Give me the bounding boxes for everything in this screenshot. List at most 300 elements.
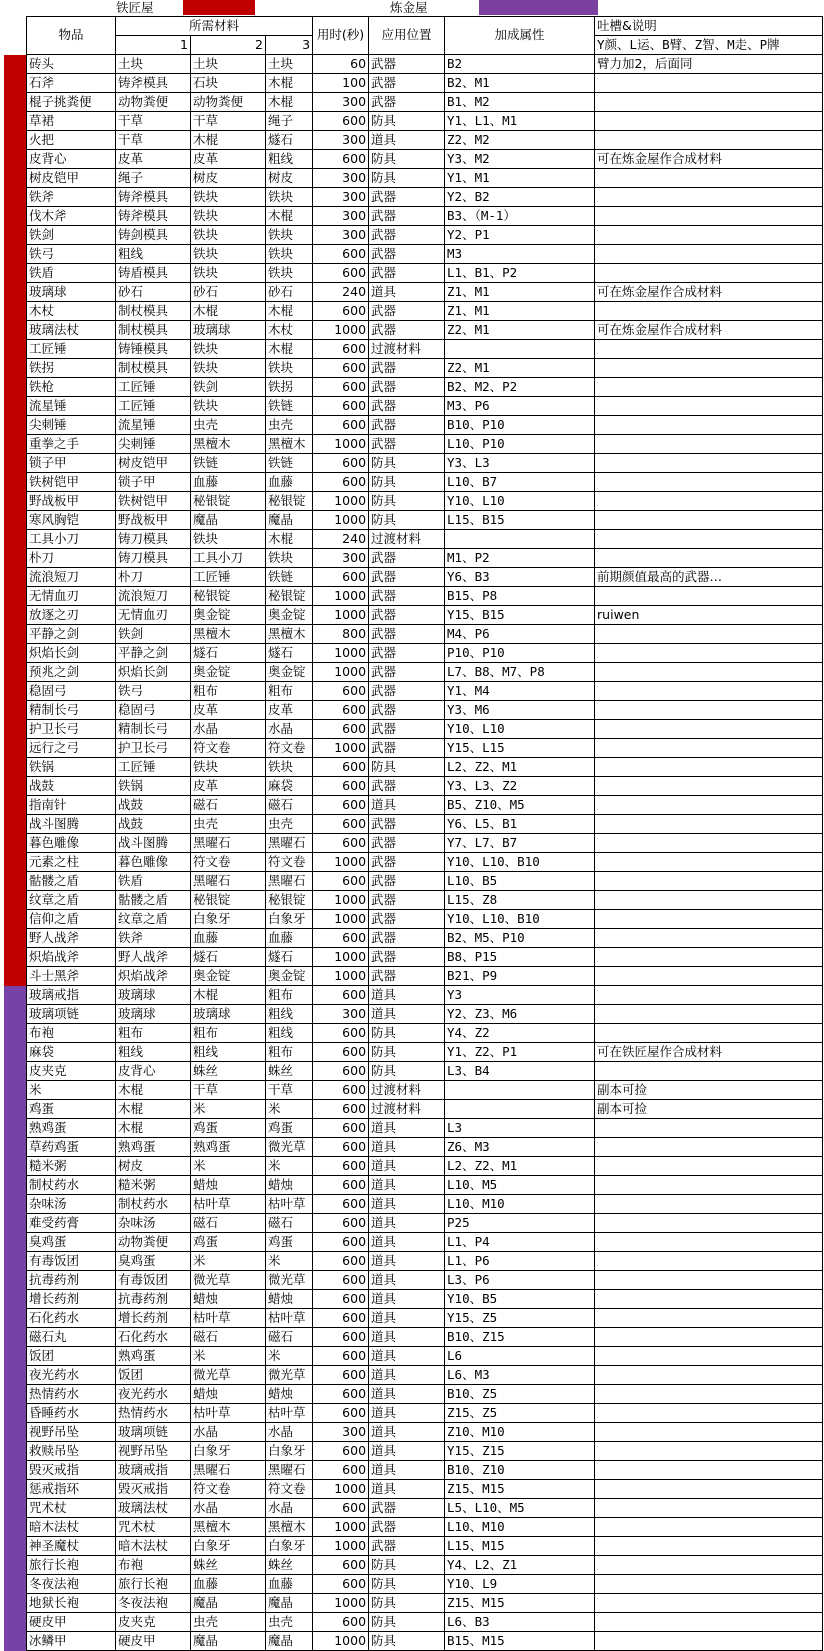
item-name-cell[interactable]: 冬夜法袍 <box>27 1575 116 1594</box>
note-cell[interactable] <box>595 226 823 245</box>
note-cell[interactable] <box>595 530 823 549</box>
material-2-cell[interactable]: 鸡蛋 <box>191 1119 266 1138</box>
usage-slot-cell[interactable]: 防具 <box>369 112 445 131</box>
usage-slot-cell[interactable]: 过渡材料 <box>369 530 445 549</box>
material-2-cell[interactable]: 铁链 <box>191 454 266 473</box>
usage-slot-cell[interactable]: 防具 <box>369 1024 445 1043</box>
table-row[interactable] <box>27 1347 823 1366</box>
bonus-attribute-cell[interactable]: B2、M1 <box>445 74 595 93</box>
bonus-attribute-cell[interactable]: Z2、M1 <box>445 359 595 378</box>
table-row[interactable] <box>27 967 823 986</box>
bonus-attribute-cell[interactable]: B8、P15 <box>445 948 595 967</box>
material-3-cell[interactable]: 魔晶 <box>266 1632 313 1651</box>
craft-time-cell[interactable]: 600 <box>313 1271 369 1290</box>
craft-time-cell[interactable]: 300 <box>313 169 369 188</box>
craft-time-cell[interactable]: 600 <box>313 1024 369 1043</box>
note-cell[interactable] <box>595 1233 823 1252</box>
table-row[interactable] <box>27 1138 823 1157</box>
table-row[interactable] <box>27 644 823 663</box>
material-1-cell[interactable]: 熟鸡蛋 <box>116 1138 191 1157</box>
material-3-cell[interactable]: 铁块 <box>266 758 313 777</box>
usage-slot-cell[interactable]: 武器 <box>369 359 445 378</box>
material-2-cell[interactable]: 黑曜石 <box>191 834 266 853</box>
table-row[interactable] <box>27 1461 823 1480</box>
bonus-attribute-cell[interactable]: Y10、L10 <box>445 492 595 511</box>
item-name-cell[interactable]: 铁枪 <box>27 378 116 397</box>
table-row[interactable] <box>27 777 823 796</box>
material-2-cell[interactable]: 石块 <box>191 74 266 93</box>
item-name-cell[interactable]: 锁子甲 <box>27 454 116 473</box>
note-cell[interactable] <box>595 682 823 701</box>
note-cell[interactable] <box>595 169 823 188</box>
craft-time-cell[interactable]: 1000 <box>313 1537 369 1556</box>
bonus-attribute-cell[interactable]: Z15、Z5 <box>445 1404 595 1423</box>
material-2-cell[interactable]: 水晶 <box>191 1499 266 1518</box>
bonus-attribute-cell[interactable]: L10、B7 <box>445 473 595 492</box>
material-3-cell[interactable]: 水晶 <box>266 720 313 739</box>
craft-time-cell[interactable]: 60 <box>313 55 369 74</box>
note-cell[interactable] <box>595 625 823 644</box>
usage-slot-cell[interactable]: 道具 <box>369 1176 445 1195</box>
usage-slot-cell[interactable]: 武器 <box>369 435 445 454</box>
note-cell[interactable] <box>595 1594 823 1613</box>
note-cell[interactable]: 可在铁匠屋作合成材料 <box>595 1043 823 1062</box>
bonus-attribute-cell[interactable]: L3、B4 <box>445 1062 595 1081</box>
item-name-cell[interactable]: 骷髅之盾 <box>27 872 116 891</box>
table-row[interactable] <box>27 1366 823 1385</box>
bonus-attribute-cell[interactable]: Y3 <box>445 986 595 1005</box>
usage-slot-cell[interactable]: 武器 <box>369 1518 445 1537</box>
table-row[interactable] <box>27 207 823 226</box>
table-row[interactable] <box>27 796 823 815</box>
material-2-cell[interactable]: 魔晶 <box>191 1632 266 1651</box>
table-row[interactable] <box>27 1309 823 1328</box>
material-3-cell[interactable]: 铁块 <box>266 226 313 245</box>
note-cell[interactable] <box>595 1005 823 1024</box>
material-2-cell[interactable]: 枯叶草 <box>191 1309 266 1328</box>
material-2-cell[interactable]: 粗布 <box>191 682 266 701</box>
table-row[interactable] <box>27 1271 823 1290</box>
table-row[interactable] <box>27 1157 823 1176</box>
material-1-cell[interactable]: 战斗图腾 <box>116 834 191 853</box>
craft-time-cell[interactable]: 1000 <box>313 606 369 625</box>
material-3-cell[interactable]: 土块 <box>266 55 313 74</box>
bonus-attribute-cell[interactable]: L10、M10 <box>445 1195 595 1214</box>
material-1-cell[interactable]: 粗布 <box>116 1024 191 1043</box>
craft-time-cell[interactable]: 600 <box>313 1138 369 1157</box>
material-1-cell[interactable]: 砂石 <box>116 283 191 302</box>
item-name-cell[interactable]: 热情药水 <box>27 1385 116 1404</box>
material-1-cell[interactable]: 无情血刃 <box>116 606 191 625</box>
material-3-cell[interactable]: 鸡蛋 <box>266 1233 313 1252</box>
material-3-cell[interactable]: 蛛丝 <box>266 1556 313 1575</box>
note-cell[interactable] <box>595 1613 823 1632</box>
bonus-attribute-cell[interactable]: Y10、L9 <box>445 1575 595 1594</box>
table-row[interactable] <box>27 321 823 340</box>
bonus-attribute-cell[interactable]: P10、P10 <box>445 644 595 663</box>
bonus-attribute-cell[interactable]: L1、P4 <box>445 1233 595 1252</box>
material-2-cell[interactable]: 玻璃球 <box>191 1005 266 1024</box>
material-2-cell[interactable]: 米 <box>191 1100 266 1119</box>
note-cell[interactable] <box>595 910 823 929</box>
usage-slot-cell[interactable]: 武器 <box>369 264 445 283</box>
table-row[interactable] <box>27 1024 823 1043</box>
material-3-cell[interactable]: 铁拐 <box>266 378 313 397</box>
material-3-cell[interactable]: 秘银锭 <box>266 492 313 511</box>
table-row[interactable] <box>27 1005 823 1024</box>
craft-time-cell[interactable]: 1000 <box>313 853 369 872</box>
note-cell[interactable]: 前期颜值最高的武器… <box>595 568 823 587</box>
item-name-cell[interactable]: 有毒饭团 <box>27 1252 116 1271</box>
material-1-cell[interactable]: 糙米粥 <box>116 1176 191 1195</box>
craft-time-cell[interactable]: 600 <box>313 112 369 131</box>
usage-slot-cell[interactable]: 武器 <box>369 207 445 226</box>
bonus-attribute-cell[interactable]: B3、（M-1） <box>445 207 595 226</box>
bonus-attribute-cell[interactable]: B1、M2 <box>445 93 595 112</box>
usage-slot-cell[interactable]: 防具 <box>369 1632 445 1651</box>
note-cell[interactable] <box>595 1214 823 1233</box>
material-1-cell[interactable]: 暗木法杖 <box>116 1537 191 1556</box>
material-3-cell[interactable]: 皮革 <box>266 701 313 720</box>
craft-time-cell[interactable]: 600 <box>313 397 369 416</box>
material-2-cell[interactable]: 虫壳 <box>191 416 266 435</box>
usage-slot-cell[interactable]: 道具 <box>369 1119 445 1138</box>
note-cell[interactable] <box>595 872 823 891</box>
item-name-cell[interactable]: 战鼓 <box>27 777 116 796</box>
material-3-cell[interactable]: 奥金锭 <box>266 663 313 682</box>
bonus-attribute-cell[interactable]: L10、M10 <box>445 1518 595 1537</box>
note-cell[interactable]: 副本可捡 <box>595 1081 823 1100</box>
material-1-cell[interactable]: 冬夜法袍 <box>116 1594 191 1613</box>
craft-time-cell[interactable]: 600 <box>313 359 369 378</box>
usage-slot-cell[interactable]: 道具 <box>369 796 445 815</box>
craft-time-cell[interactable]: 600 <box>313 1195 369 1214</box>
item-name-cell[interactable]: 臭鸡蛋 <box>27 1233 116 1252</box>
note-cell[interactable]: 可在炼金屋作合成材料 <box>595 283 823 302</box>
material-3-cell[interactable]: 血藤 <box>266 929 313 948</box>
material-2-cell[interactable]: 符文卷 <box>191 853 266 872</box>
table-row[interactable] <box>27 264 823 283</box>
table-row[interactable] <box>27 226 823 245</box>
material-1-cell[interactable]: 精制长弓 <box>116 720 191 739</box>
material-1-cell[interactable]: 炽焰长剑 <box>116 663 191 682</box>
note-cell[interactable]: 可在炼金屋作合成材料 <box>595 150 823 169</box>
note-cell[interactable] <box>595 796 823 815</box>
bonus-attribute-cell[interactable]: Z2、M2 <box>445 131 595 150</box>
material-3-cell[interactable]: 铁链 <box>266 568 313 587</box>
item-name-cell[interactable]: 棍子挑粪便 <box>27 93 116 112</box>
material-1-cell[interactable]: 增长药剂 <box>116 1309 191 1328</box>
material-2-cell[interactable]: 枯叶草 <box>191 1195 266 1214</box>
table-row[interactable] <box>27 1119 823 1138</box>
bonus-attribute-cell[interactable]: L7、B8、M7、P8 <box>445 663 595 682</box>
material-3-cell[interactable]: 黑檀木 <box>266 435 313 454</box>
table-row[interactable] <box>27 530 823 549</box>
material-3-cell[interactable]: 粗线 <box>266 1005 313 1024</box>
material-2-cell[interactable]: 黑曜石 <box>191 1461 266 1480</box>
material-1-cell[interactable]: 玻璃项链 <box>116 1423 191 1442</box>
note-cell[interactable] <box>595 435 823 454</box>
usage-slot-cell[interactable]: 道具 <box>369 1404 445 1423</box>
material-1-cell[interactable]: 皮背心 <box>116 1062 191 1081</box>
table-row[interactable] <box>27 1594 823 1613</box>
note-cell[interactable] <box>595 397 823 416</box>
material-3-cell[interactable]: 魔晶 <box>266 1594 313 1613</box>
note-cell[interactable] <box>595 1385 823 1404</box>
item-name-cell[interactable]: 神圣魔杖 <box>27 1537 116 1556</box>
material-2-cell[interactable]: 干草 <box>191 1081 266 1100</box>
item-name-cell[interactable]: 尖刺锤 <box>27 416 116 435</box>
material-2-cell[interactable]: 铁块 <box>191 188 266 207</box>
item-name-cell[interactable]: 流浪短刀 <box>27 568 116 587</box>
material-2-cell[interactable]: 符文卷 <box>191 739 266 758</box>
item-name-cell[interactable]: 铁拐 <box>27 359 116 378</box>
material-1-cell[interactable]: 咒术杖 <box>116 1518 191 1537</box>
bonus-attribute-cell[interactable]: L3、P6 <box>445 1271 595 1290</box>
bonus-attribute-cell[interactable]: B5、Z10、M5 <box>445 796 595 815</box>
table-row[interactable] <box>27 720 823 739</box>
item-name-cell[interactable]: 伐木斧 <box>27 207 116 226</box>
material-2-cell[interactable]: 奥金锭 <box>191 967 266 986</box>
material-1-cell[interactable]: 铸刀模具 <box>116 549 191 568</box>
craft-time-cell[interactable]: 600 <box>313 682 369 701</box>
material-1-cell[interactable]: 铸锤模具 <box>116 340 191 359</box>
usage-slot-cell[interactable]: 武器 <box>369 1537 445 1556</box>
table-row[interactable] <box>27 93 823 112</box>
craft-time-cell[interactable]: 600 <box>313 872 369 891</box>
material-3-cell[interactable]: 木棍 <box>266 302 313 321</box>
bonus-attribute-cell[interactable]: M3 <box>445 245 595 264</box>
bonus-attribute-cell[interactable]: Y3、M2 <box>445 150 595 169</box>
note-cell[interactable] <box>595 131 823 150</box>
material-1-cell[interactable]: 骷髅之盾 <box>116 891 191 910</box>
material-1-cell[interactable]: 铁剑 <box>116 625 191 644</box>
material-1-cell[interactable]: 杂味汤 <box>116 1214 191 1233</box>
bonus-attribute-cell[interactable]: M4、P6 <box>445 625 595 644</box>
material-3-cell[interactable]: 蛛丝 <box>266 1062 313 1081</box>
bonus-attribute-cell[interactable]: Y2、B2 <box>445 188 595 207</box>
table-row[interactable] <box>27 492 823 511</box>
usage-slot-cell[interactable]: 武器 <box>369 188 445 207</box>
material-3-cell[interactable]: 黑檀木 <box>266 1518 313 1537</box>
material-2-cell[interactable]: 白象牙 <box>191 1537 266 1556</box>
craft-time-cell[interactable]: 600 <box>313 302 369 321</box>
table-row[interactable] <box>27 815 823 834</box>
note-cell[interactable] <box>595 1252 823 1271</box>
material-2-cell[interactable]: 蜡烛 <box>191 1176 266 1195</box>
note-cell[interactable] <box>595 1290 823 1309</box>
material-3-cell[interactable]: 虫壳 <box>266 1613 313 1632</box>
craft-time-cell[interactable]: 100 <box>313 74 369 93</box>
table-row[interactable] <box>27 1518 823 1537</box>
craft-time-cell[interactable]: 600 <box>313 378 369 397</box>
item-name-cell[interactable]: 野战板甲 <box>27 492 116 511</box>
usage-slot-cell[interactable]: 武器 <box>369 815 445 834</box>
bonus-attribute-cell[interactable]: Y10、B5 <box>445 1290 595 1309</box>
table-row[interactable] <box>27 1233 823 1252</box>
craft-time-cell[interactable]: 600 <box>313 1347 369 1366</box>
bonus-attribute-cell[interactable]: Y1、Z2、P1 <box>445 1043 595 1062</box>
craft-time-cell[interactable]: 300 <box>313 131 369 150</box>
craft-time-cell[interactable]: 1000 <box>313 891 369 910</box>
note-cell[interactable] <box>595 1157 823 1176</box>
item-name-cell[interactable]: 稳固弓 <box>27 682 116 701</box>
table-row[interactable] <box>27 1043 823 1062</box>
material-1-cell[interactable]: 锁子甲 <box>116 473 191 492</box>
note-cell[interactable] <box>595 1062 823 1081</box>
usage-slot-cell[interactable]: 武器 <box>369 834 445 853</box>
item-name-cell[interactable]: 咒术杖 <box>27 1499 116 1518</box>
item-name-cell[interactable]: 熟鸡蛋 <box>27 1119 116 1138</box>
item-name-cell[interactable]: 铁剑 <box>27 226 116 245</box>
note-cell[interactable] <box>595 834 823 853</box>
bonus-attribute-cell[interactable]: Z1、M1 <box>445 283 595 302</box>
material-2-cell[interactable]: 木棍 <box>191 131 266 150</box>
material-1-cell[interactable]: 布袍 <box>116 1556 191 1575</box>
note-cell[interactable] <box>595 1518 823 1537</box>
note-cell[interactable] <box>595 1537 823 1556</box>
usage-slot-cell[interactable]: 道具 <box>369 1480 445 1499</box>
note-cell[interactable] <box>595 853 823 872</box>
craft-time-cell[interactable]: 600 <box>313 416 369 435</box>
craft-time-cell[interactable]: 300 <box>313 1423 369 1442</box>
material-1-cell[interactable]: 木棍 <box>116 1119 191 1138</box>
craft-time-cell[interactable]: 240 <box>313 530 369 549</box>
material-1-cell[interactable]: 制杖模具 <box>116 359 191 378</box>
craft-time-cell[interactable]: 600 <box>313 1081 369 1100</box>
item-name-cell[interactable]: 预兆之剑 <box>27 663 116 682</box>
item-name-cell[interactable]: 草裙 <box>27 112 116 131</box>
table-row[interactable] <box>27 1252 823 1271</box>
note-cell[interactable]: 副本可捡 <box>595 1100 823 1119</box>
bonus-attribute-cell[interactable]: Y15、Z5 <box>445 1309 595 1328</box>
craft-time-cell[interactable]: 300 <box>313 93 369 112</box>
material-1-cell[interactable]: 夜光药水 <box>116 1385 191 1404</box>
material-3-cell[interactable]: 铁块 <box>266 264 313 283</box>
table-row[interactable] <box>27 910 823 929</box>
item-name-cell[interactable]: 寒风胸铠 <box>27 511 116 530</box>
material-3-cell[interactable]: 树皮 <box>266 169 313 188</box>
note-cell[interactable] <box>595 1176 823 1195</box>
usage-slot-cell[interactable]: 防具 <box>369 1575 445 1594</box>
table-row[interactable] <box>27 397 823 416</box>
table-row[interactable] <box>27 1613 823 1632</box>
craft-time-cell[interactable]: 600 <box>313 568 369 587</box>
material-2-cell[interactable]: 皮革 <box>191 777 266 796</box>
bonus-attribute-cell[interactable] <box>445 1081 595 1100</box>
bonus-attribute-cell[interactable]: Y2、Z3、M6 <box>445 1005 595 1024</box>
material-2-cell[interactable]: 铁块 <box>191 340 266 359</box>
material-2-cell[interactable]: 干草 <box>191 112 266 131</box>
craft-time-cell[interactable]: 300 <box>313 549 369 568</box>
material-1-cell[interactable]: 粗线 <box>116 245 191 264</box>
material-2-cell[interactable]: 蜡烛 <box>191 1385 266 1404</box>
craft-time-cell[interactable]: 300 <box>313 226 369 245</box>
table-row[interactable] <box>27 872 823 891</box>
material-1-cell[interactable]: 流浪短刀 <box>116 587 191 606</box>
craft-time-cell[interactable]: 1000 <box>313 587 369 606</box>
material-2-cell[interactable]: 血藤 <box>191 929 266 948</box>
craft-time-cell[interactable]: 600 <box>313 1043 369 1062</box>
usage-slot-cell[interactable]: 道具 <box>369 1423 445 1442</box>
material-1-cell[interactable]: 树皮 <box>116 1157 191 1176</box>
table-row[interactable] <box>27 606 823 625</box>
material-1-cell[interactable]: 热情药水 <box>116 1404 191 1423</box>
craft-time-cell[interactable]: 600 <box>313 1366 369 1385</box>
material-2-cell[interactable]: 皮革 <box>191 701 266 720</box>
material-3-cell[interactable]: 蜡烛 <box>266 1385 313 1404</box>
material-2-cell[interactable]: 磁石 <box>191 1214 266 1233</box>
material-3-cell[interactable]: 铁块 <box>266 549 313 568</box>
material-3-cell[interactable]: 木棍 <box>266 74 313 93</box>
craft-time-cell[interactable]: 1000 <box>313 435 369 454</box>
material-2-cell[interactable]: 工具小刀 <box>191 549 266 568</box>
bonus-attribute-cell[interactable]: Z15、M15 <box>445 1480 595 1499</box>
material-1-cell[interactable]: 稳固弓 <box>116 701 191 720</box>
material-1-cell[interactable]: 玻璃球 <box>116 1005 191 1024</box>
material-1-cell[interactable]: 铸刀模具 <box>116 530 191 549</box>
table-row[interactable] <box>27 1214 823 1233</box>
craft-time-cell[interactable]: 240 <box>313 283 369 302</box>
item-name-cell[interactable]: 冰鳞甲 <box>27 1632 116 1651</box>
bonus-attribute-cell[interactable]: L3 <box>445 1119 595 1138</box>
material-3-cell[interactable]: 燧石 <box>266 644 313 663</box>
table-row[interactable] <box>27 1081 823 1100</box>
usage-slot-cell[interactable]: 道具 <box>369 1233 445 1252</box>
material-1-cell[interactable]: 皮革 <box>116 150 191 169</box>
bonus-attribute-cell[interactable]: Y3、M6 <box>445 701 595 720</box>
craft-time-cell[interactable]: 1000 <box>313 1594 369 1613</box>
material-3-cell[interactable]: 奥金锭 <box>266 967 313 986</box>
material-1-cell[interactable]: 有毒饭团 <box>116 1271 191 1290</box>
note-cell[interactable] <box>595 948 823 967</box>
note-cell[interactable] <box>595 1328 823 1347</box>
bonus-attribute-cell[interactable]: Y15、Z15 <box>445 1442 595 1461</box>
material-1-cell[interactable]: 干草 <box>116 112 191 131</box>
table-row[interactable] <box>27 55 823 74</box>
material-3-cell[interactable]: 铁块 <box>266 245 313 264</box>
note-cell[interactable] <box>595 1404 823 1423</box>
item-name-cell[interactable]: 玻璃球 <box>27 283 116 302</box>
craft-time-cell[interactable]: 600 <box>313 758 369 777</box>
material-1-cell[interactable]: 铸剑模具 <box>116 226 191 245</box>
material-1-cell[interactable]: 战鼓 <box>116 815 191 834</box>
material-3-cell[interactable]: 粗布 <box>266 986 313 1005</box>
craft-time-cell[interactable]: 600 <box>313 1290 369 1309</box>
table-row[interactable] <box>27 511 823 530</box>
material-3-cell[interactable]: 秘银锭 <box>266 587 313 606</box>
usage-slot-cell[interactable]: 武器 <box>369 777 445 796</box>
craft-time-cell[interactable]: 600 <box>313 1119 369 1138</box>
table-row[interactable] <box>27 663 823 682</box>
usage-slot-cell[interactable]: 防具 <box>369 1062 445 1081</box>
material-3-cell[interactable]: 奥金锭 <box>266 606 313 625</box>
craft-time-cell[interactable]: 600 <box>313 264 369 283</box>
material-2-cell[interactable]: 木棍 <box>191 986 266 1005</box>
material-2-cell[interactable]: 血藤 <box>191 1575 266 1594</box>
material-3-cell[interactable]: 木棍 <box>266 207 313 226</box>
bonus-attribute-cell[interactable]: L15、M15 <box>445 1537 595 1556</box>
material-1-cell[interactable]: 野人战斧 <box>116 948 191 967</box>
note-cell[interactable] <box>595 1138 823 1157</box>
craft-time-cell[interactable]: 1000 <box>313 948 369 967</box>
item-name-cell[interactable]: 信仰之盾 <box>27 910 116 929</box>
usage-slot-cell[interactable]: 防具 <box>369 1613 445 1632</box>
table-row[interactable] <box>27 454 823 473</box>
usage-slot-cell[interactable]: 道具 <box>369 1347 445 1366</box>
bonus-attribute-cell[interactable]: Y4、L2、Z1 <box>445 1556 595 1575</box>
item-name-cell[interactable]: 斗士黑斧 <box>27 967 116 986</box>
